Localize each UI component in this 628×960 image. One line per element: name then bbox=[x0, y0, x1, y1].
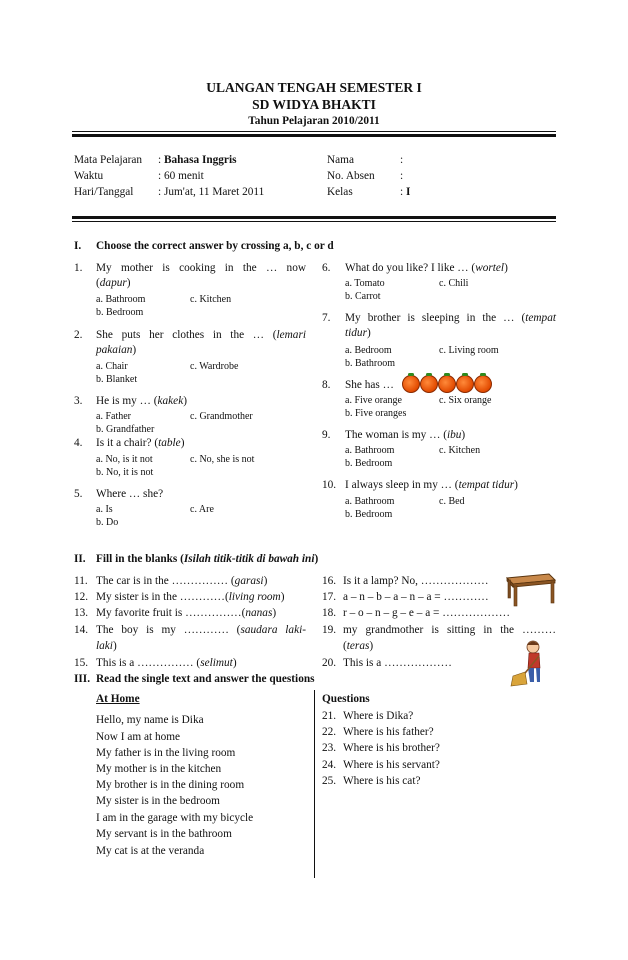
q7-option-c[interactable]: c. Living room bbox=[439, 345, 499, 356]
question-23-text: Where is his brother? bbox=[343, 742, 440, 754]
fill-item-14[interactable]: 14. bbox=[74, 624, 89, 636]
q5-option-b[interactable]: b. Do bbox=[96, 517, 119, 528]
fill-item-13-text: My favorite fruit is ……………(nanas) bbox=[96, 607, 277, 619]
fill-item-18[interactable]: 18. bbox=[322, 607, 337, 619]
fill-item-12-text: My sister is in the …………(living room) bbox=[96, 591, 285, 603]
q1-option-c[interactable]: c. Kitchen bbox=[190, 294, 232, 305]
time-value: : 60 menit bbox=[158, 170, 204, 182]
q1-option-b[interactable]: b. Bedroom bbox=[96, 307, 144, 318]
q5-option-c[interactable]: c. Are bbox=[190, 504, 214, 515]
q2-option-a[interactable]: a. Chair bbox=[96, 361, 128, 372]
q9-option-a[interactable]: a. Bathroom bbox=[345, 445, 395, 456]
fill-item-20-text: This is a ……………… bbox=[343, 657, 452, 669]
question-24[interactable]: 24. bbox=[322, 759, 337, 771]
section-2-number: II. bbox=[74, 553, 86, 565]
q6-option-b[interactable]: b. Carrot bbox=[345, 291, 381, 302]
q9-option-c[interactable]: c. Kitchen bbox=[439, 445, 481, 456]
exam-title: ULANGAN TENGAH SEMESTER I bbox=[206, 80, 422, 95]
q1-option-a[interactable]: a. Bathroom bbox=[96, 294, 146, 305]
fill-item-15-text: This is a …………… (selimut) bbox=[96, 657, 237, 669]
name-label: Nama bbox=[327, 154, 354, 166]
story-line: My cat is at the veranda bbox=[96, 845, 205, 857]
fill-item-11[interactable]: 11. bbox=[74, 575, 88, 587]
header-rule-thick bbox=[72, 134, 556, 137]
fill-item-16-text: Is it a lamp? No, ……………… bbox=[343, 575, 489, 587]
fill-item-18-text: r – o – n – g – e – a = ……………… bbox=[343, 607, 511, 619]
story-line: My mother is in the kitchen bbox=[96, 763, 222, 775]
question-23[interactable]: 23. bbox=[322, 742, 337, 754]
section-3-number: III. bbox=[74, 673, 91, 685]
story-line: I am in the garage with my bicycle bbox=[96, 812, 254, 824]
q6-option-c[interactable]: c. Chili bbox=[439, 278, 469, 289]
fill-item-14-text: The boy is my ………… (saudara laki- bbox=[96, 624, 306, 636]
q3-option-b[interactable]: b. Grandfather bbox=[96, 424, 155, 435]
fill-item-20[interactable]: 20. bbox=[322, 657, 337, 669]
q10-option-b[interactable]: b. Bedroom bbox=[345, 509, 393, 520]
fill-item-14-text-cont: laki) bbox=[96, 640, 117, 652]
fill-item-16[interactable]: 16. bbox=[322, 575, 337, 587]
broom-person-image bbox=[509, 638, 551, 688]
q10-option-c[interactable]: c. Bed bbox=[439, 496, 465, 507]
fill-item-19[interactable]: 19. bbox=[322, 624, 337, 636]
questions-title: Questions bbox=[322, 693, 370, 705]
section-2-title: Fill in the blanks (Isilah titik-titik di bawah ini) bbox=[96, 553, 319, 565]
question-21[interactable]: 21. bbox=[322, 710, 337, 722]
section-1-number: I. bbox=[74, 240, 82, 252]
question-25[interactable]: 25. bbox=[322, 775, 337, 787]
story-title: At Home bbox=[96, 693, 140, 705]
q7-option-b[interactable]: b. Bathroom bbox=[345, 358, 395, 369]
column-divider bbox=[314, 690, 315, 878]
story-line: Hello, my name is Dika bbox=[96, 714, 204, 726]
subject-value: : Bahasa Inggris bbox=[158, 154, 237, 166]
q4-option-a[interactable]: a. No, is it not bbox=[96, 454, 153, 465]
fill-item-17[interactable]: 17. bbox=[322, 591, 337, 603]
q8-option-b[interactable]: b. Five oranges bbox=[345, 408, 407, 419]
story-line: My sister is in the bedroom bbox=[96, 795, 220, 807]
story-line: My brother is in the dining room bbox=[96, 779, 245, 791]
fill-item-19-text: my grandmother is sitting in the ……… bbox=[343, 624, 556, 636]
section-3-title: Read the single text and answer the questions bbox=[96, 673, 315, 685]
fill-item-11-text: The car is in the …………… (garasi) bbox=[96, 575, 268, 587]
attendance-number-field[interactable]: : bbox=[400, 170, 404, 182]
fill-item-19-hint: (teras) bbox=[343, 640, 374, 652]
q9-option-b[interactable]: b. Bedroom bbox=[345, 458, 393, 469]
question-21-text: Where is Dika? bbox=[343, 710, 414, 722]
q6-option-a[interactable]: a. Tomato bbox=[345, 278, 385, 289]
q4-option-b[interactable]: b. No, it is not bbox=[96, 467, 154, 478]
q2-option-b[interactable]: b. Blanket bbox=[96, 374, 138, 385]
info-rule-thick bbox=[72, 216, 556, 219]
name-field[interactable]: : bbox=[400, 154, 404, 166]
q8-option-c[interactable]: c. Six orange bbox=[439, 395, 492, 406]
academic-year: Tahun Pelajaran 2010/2011 bbox=[248, 115, 380, 127]
school-name: SD WIDYA BHAKTI bbox=[252, 97, 376, 112]
date-value: : Jum'at, 11 Maret 2011 bbox=[158, 186, 265, 198]
q8-option-a[interactable]: a. Five orange bbox=[345, 395, 402, 406]
class-label: Kelas bbox=[327, 186, 353, 198]
q3-option-a[interactable]: a. Father bbox=[96, 411, 131, 422]
question-25-text: Where is his cat? bbox=[343, 775, 421, 787]
fill-item-15[interactable]: 15. bbox=[74, 657, 89, 669]
time-label: Waktu bbox=[74, 170, 104, 182]
story-line: Now I am at home bbox=[96, 731, 181, 743]
attendance-number-label: No. Absen bbox=[327, 170, 375, 182]
table-image bbox=[505, 570, 557, 608]
q2-option-c[interactable]: c. Wardrobe bbox=[190, 361, 239, 372]
q3-option-c[interactable]: c. Grandmother bbox=[190, 411, 253, 422]
q4-option-c[interactable]: c. No, she is not bbox=[190, 454, 255, 465]
fill-item-12[interactable]: 12. bbox=[74, 591, 89, 603]
story-line: My servant is in the bathroom bbox=[96, 828, 232, 840]
q7-option-a[interactable]: a. Bedroom bbox=[345, 345, 392, 356]
header-rule-thin bbox=[72, 131, 556, 132]
date-label: Hari/Tanggal bbox=[74, 186, 134, 198]
story-line: My father is in the living room bbox=[96, 747, 236, 759]
q5-option-a[interactable]: a. Is bbox=[96, 504, 113, 515]
fill-item-17-text: a – n – b – a – n – a = ………… bbox=[343, 591, 489, 603]
question-22[interactable]: 22. bbox=[322, 726, 337, 738]
section-1-title: Choose the correct answer by crossing a, b, c or d bbox=[96, 240, 334, 252]
q10-option-a[interactable]: a. Bathroom bbox=[345, 496, 395, 507]
question-22-text: Where is his father? bbox=[343, 726, 434, 738]
question-24-text: Where is his servant? bbox=[343, 759, 440, 771]
class-field: : I bbox=[400, 186, 411, 198]
fill-item-13[interactable]: 13. bbox=[74, 607, 89, 619]
subject-label: Mata Pelajaran bbox=[74, 154, 143, 166]
info-rule-thin bbox=[72, 221, 556, 222]
